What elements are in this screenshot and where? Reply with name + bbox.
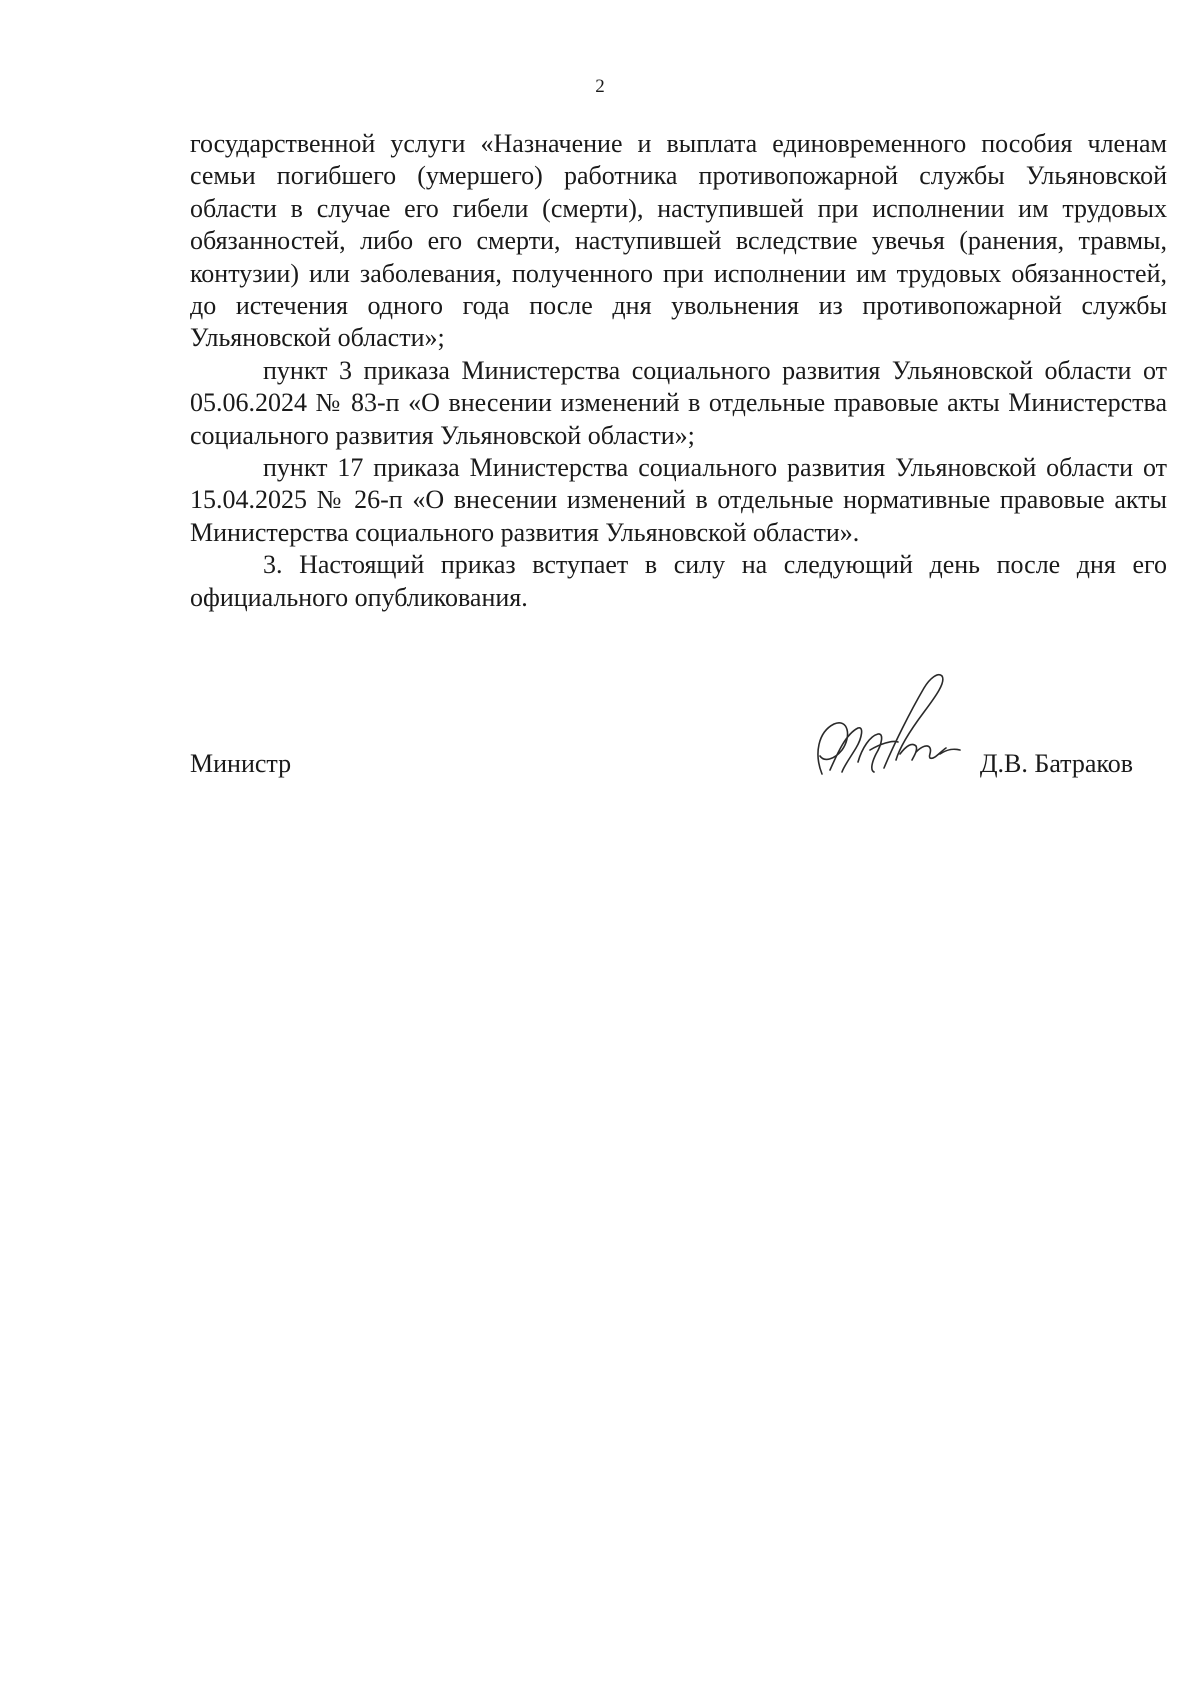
signatory-title: Министр [190, 749, 292, 778]
document-body [190, 128, 1167, 614]
paragraph-continuation: государственной услуги «Назначение и выплата единовременного пособия членам семьи погибшего (умершего) работника противопожарной службы Ульяновской области в случае его гибели (смерти), наступившей при исполнении им трудовых обязанностей, либо его смерти, наступившей вследствие увечья (ранения, травмы, контузии) или заболевания, полученного при исполнении им трудовых обязанностей, до истечения одного года после дня увольнения из противопожарной службы Ульяновской области»; [190, 129, 1167, 353]
paragraph-item-17: пункт 17 приказа Министерства социального развития Ульяновской области от 15.04.2025 № 26-п «О внесении изменений в отдельные нормативные правовые акты Министерства социального развития Ульяновской области». [190, 453, 1167, 547]
paragraph-item-3: пункт 3 приказа Министерства социального развития Ульяновской области от 05.06.2024 № 83-п «О внесении изменений в отдельные правовые акты Министерства социального развития Ульяновской области»; [190, 355, 1167, 450]
paragraph-clause-3: 3. Настоящий приказ вступает в силу на следующий день после дня его официального опубликования. [190, 550, 1167, 612]
page-number: 2 [595, 76, 605, 97]
signature-block [190, 680, 1167, 790]
handwritten-signature-icon [800, 662, 970, 792]
signatory-name: Д.В. Батраков [979, 749, 1133, 778]
